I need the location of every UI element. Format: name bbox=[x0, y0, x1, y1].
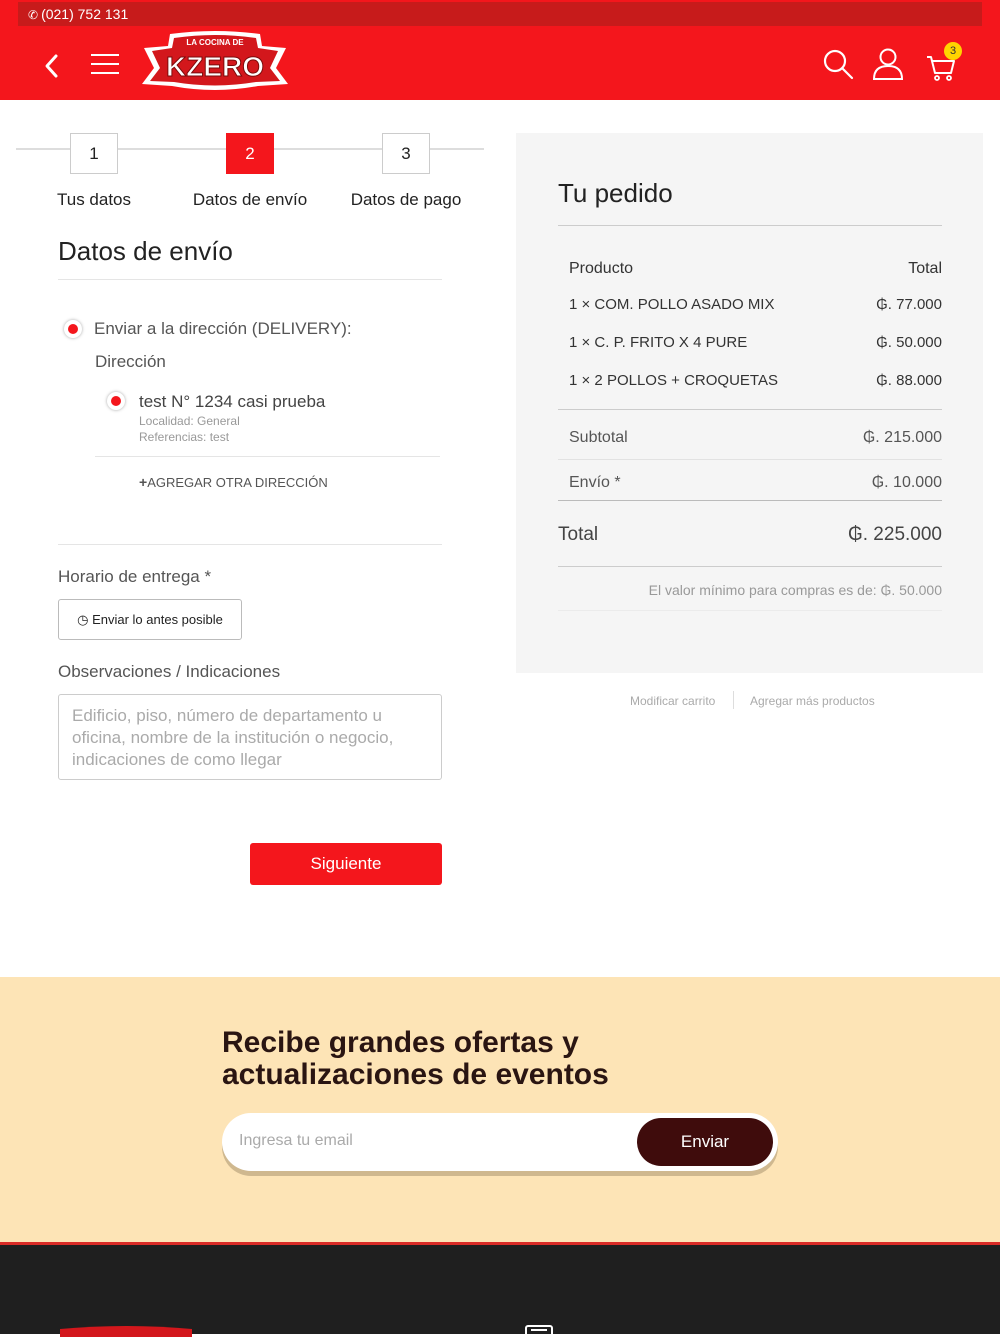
column-total: Total bbox=[908, 260, 942, 277]
newsletter-title: Recibe grandes ofertas y actualizaciones de eventos bbox=[222, 1026, 609, 1091]
footer bbox=[0, 1242, 1000, 1334]
divider bbox=[558, 566, 942, 567]
link-separator bbox=[733, 691, 734, 709]
address-line[interactable]: test N° 1234 casi prueba bbox=[139, 392, 326, 411]
address-radio[interactable] bbox=[107, 392, 125, 410]
divider bbox=[558, 500, 942, 501]
back-button[interactable] bbox=[40, 50, 66, 82]
order-title: Tu pedido bbox=[558, 178, 673, 208]
newsletter-email-placeholder[interactable]: Ingresa tu email bbox=[239, 1132, 353, 1149]
logo-top-text: LA COCINA DE bbox=[186, 38, 244, 47]
logo-main-text: KZERO bbox=[166, 51, 264, 82]
notes-textarea[interactable]: Edificio, piso, número de departamento u oficina, nombre de la institución o negocio, indicaciones de como llegar bbox=[58, 694, 442, 780]
divider bbox=[558, 459, 942, 460]
schedule-button[interactable] bbox=[58, 599, 242, 640]
plus-icon: + bbox=[139, 474, 148, 490]
order-item-price: ₲. 50.000 bbox=[876, 334, 942, 351]
order-item-price: ₲. 77.000 bbox=[876, 296, 942, 313]
step-2[interactable]: 2 bbox=[226, 133, 274, 174]
phone-number[interactable]: (021) 752 131 bbox=[41, 6, 129, 22]
chevron-left-icon bbox=[40, 50, 66, 82]
newsletter-submit-button[interactable]: Enviar bbox=[637, 1118, 773, 1166]
phone-bar bbox=[18, 2, 982, 26]
order-item-price: ₲. 88.000 bbox=[876, 372, 942, 389]
order-item-name: 1 × C. P. FRITO X 4 PURE bbox=[569, 334, 748, 351]
divider bbox=[558, 225, 942, 226]
schedule-label: Horario de entrega * bbox=[58, 567, 212, 586]
step-3-label: Datos de pago bbox=[350, 190, 462, 209]
schedule-button-label: Enviar lo antes posible bbox=[92, 612, 223, 627]
account-button[interactable] bbox=[870, 46, 906, 82]
notes-label: Observaciones / Indicaciones bbox=[58, 662, 281, 681]
brand-logo[interactable] bbox=[140, 28, 290, 96]
step-2-label: Datos de envío bbox=[192, 190, 308, 209]
newsletter-section bbox=[0, 977, 1000, 1242]
add-more-products-link[interactable]: Agregar más productos bbox=[750, 694, 875, 708]
add-address-label: AGREGAR OTRA DIRECCIÓN bbox=[147, 475, 328, 490]
add-address-link[interactable] bbox=[139, 474, 328, 490]
hamburger-icon bbox=[88, 50, 122, 78]
delivery-option-label[interactable]: Enviar a la dirección (DELIVERY): bbox=[94, 319, 352, 338]
subtotal-label: Subtotal bbox=[569, 429, 628, 446]
search-button[interactable] bbox=[820, 46, 856, 82]
order-item-name: 1 × 2 POLLOS + CROQUETAS bbox=[569, 372, 778, 389]
shipping-cost-value: ₲. 10.000 bbox=[871, 474, 942, 491]
shipping-cost-label: Envío * bbox=[569, 474, 621, 491]
total-label: Total bbox=[558, 524, 599, 545]
step-1-label: Tus datos bbox=[56, 190, 132, 209]
address-heading: Dirección bbox=[95, 352, 166, 371]
divider bbox=[558, 409, 942, 410]
divider bbox=[58, 544, 442, 545]
order-item-name: 1 × COM. POLLO ASADO MIX bbox=[569, 296, 775, 313]
address-locality: Localidad: General bbox=[139, 414, 240, 428]
divider bbox=[58, 279, 442, 280]
footer-logo[interactable] bbox=[56, 1323, 196, 1337]
shipping-title: Datos de envío bbox=[58, 236, 233, 266]
search-icon bbox=[820, 46, 856, 82]
phone-icon: ✆ bbox=[28, 8, 39, 22]
next-button[interactable]: Siguiente bbox=[250, 843, 442, 885]
divider bbox=[95, 456, 440, 457]
user-icon bbox=[870, 46, 906, 82]
minimum-purchase-note: El valor mínimo para compras es de: ₲. 50.000 bbox=[648, 582, 942, 598]
step-1[interactable]: 1 bbox=[70, 133, 118, 174]
total-value: ₲. 225.000 bbox=[847, 524, 942, 545]
address-references: Referencias: test bbox=[139, 430, 230, 444]
cart-count-badge: 3 bbox=[944, 42, 962, 60]
delivery-radio[interactable] bbox=[64, 320, 82, 338]
subtotal-value: ₲. 215.000 bbox=[862, 429, 942, 446]
divider bbox=[558, 610, 942, 611]
clock-icon: ◷ bbox=[77, 612, 89, 627]
step-3[interactable]: 3 bbox=[382, 133, 430, 174]
column-product: Producto bbox=[569, 260, 634, 277]
modify-cart-link[interactable]: Modificar carrito bbox=[630, 694, 716, 708]
menu-button[interactable] bbox=[88, 50, 122, 78]
footer-contact-icon bbox=[524, 1323, 554, 1337]
